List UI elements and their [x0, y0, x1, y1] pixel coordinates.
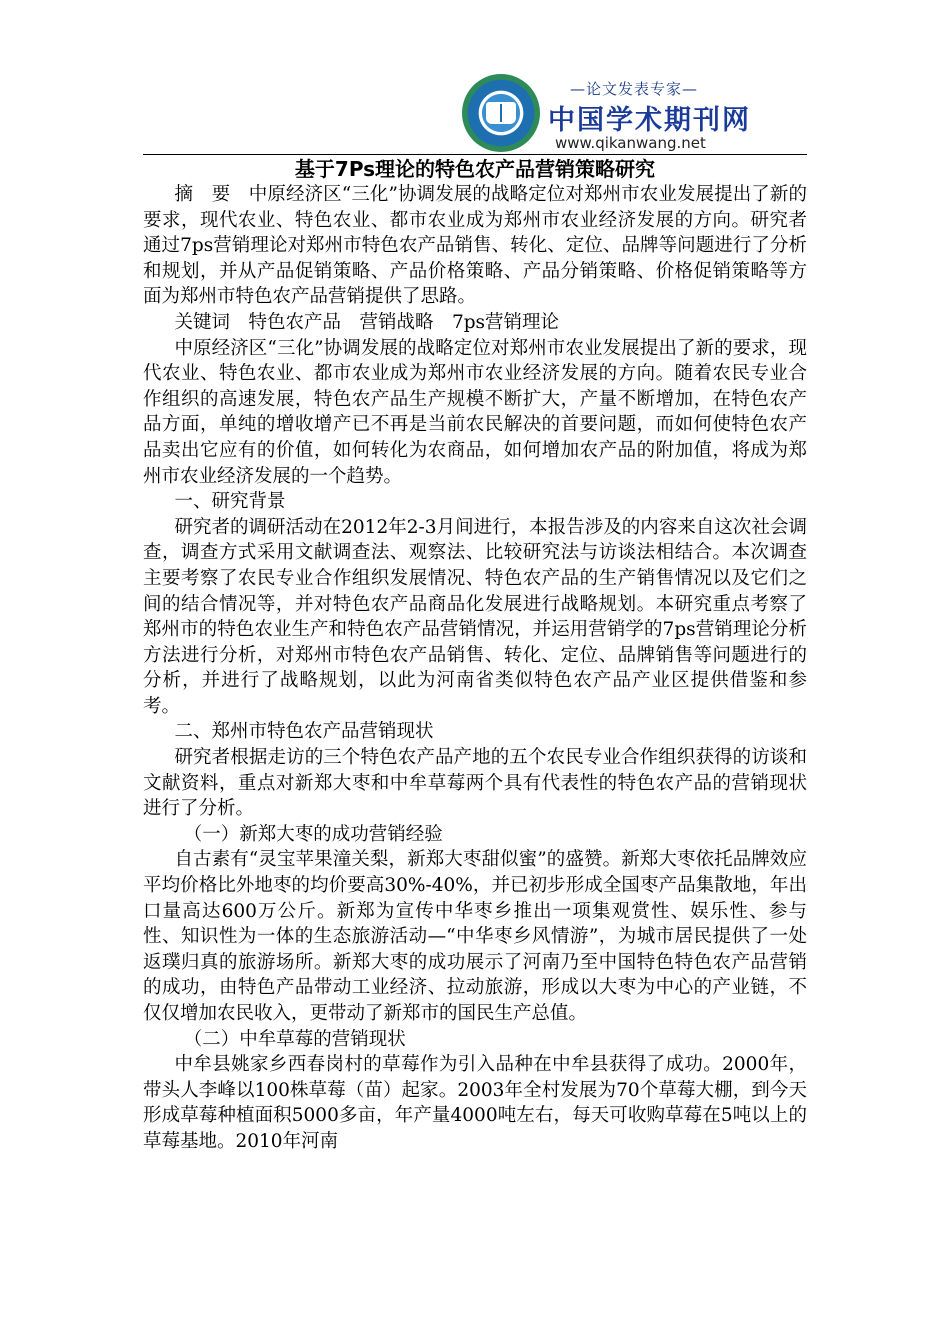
document-body	[143, 156, 807, 1155]
subsection-heading-zhongmou: （二）中牟草莓的营销现状	[183, 1028, 406, 1050]
site-header	[0, 68, 950, 156]
subsection-paragraph-zhongmou: 中牟县姚家乡西春岗村的草莓作为引入品种在中牟县获得了成功。2000年，带头人李峰以100株草莓（苗）起家。2003年全村发展为70个草莓大棚，到今天形成草莓种植面积5000多亩，年产量4000吨左右，每天可收购草莓在5吨以上的草莓基地。2010年河南	[143, 1054, 807, 1152]
site-slogan: —论文发表专家—	[570, 80, 699, 98]
site-url: www.qikanwang.net	[555, 134, 706, 152]
section-heading-background: 一、研究背景	[174, 491, 286, 513]
section-paragraph-background: 研究者的调研活动在2012年2-3月间进行，本报告涉及的内容来自这次社会调查，调查方式采用文献调查法、观察法、比较研究法与访谈法相结合。本次调查主要考察了农民专业合作组织发展情况、特色农产品的生产销售情况以及它们之间的结合情况等，并对特色农产品商品化发展进行战略规划。本研究重点考察了郑州市的特色农业生产和特色农产品营销情况，并运用营销学的7ps营销理论分析方法进行分析，对郑州市特色农产品销售、转化、定位、品牌销售等问题进行的分析，并进行了战略规划，以此为河南省类似特色农产品产业区提供借鉴和参考。	[143, 516, 807, 717]
header-divider	[143, 154, 807, 155]
section-paragraph-status: 研究者根据走访的三个特色农产品产地的五个农民专业合作组织获得的访谈和文献资料，重点对新郑大枣和中牟草莓两个具有代表性的特色农产品的营销现状进行了分析。	[143, 747, 807, 820]
intro-paragraph: 中原经济区“三化”协调发展的战略定位对郑州市农业发展提出了新的要求，现代农业、特色农业、都市农业成为郑州市农业经济发展的方向。随着农民专业合作组织的高速发展，特色农产品生产规模不断扩大，产量不断增加，在特色农产品方面，单纯的增收增产已不再是当前农民解决的首要问题，而如何使特色农产品卖出它应有的价值，如何转化为农商品，如何增加农产品的附加值，将成为郑州市农业经济发展的一个趋势。	[143, 337, 807, 487]
subsection-paragraph-xinzheng: 自古素有“灵宝苹果潼关梨，新郑大枣甜似蜜”的盛赞。新郑大枣依托品牌效应平均价格比外地枣的均价要高30%-40%，并已初步形成全国枣产品集散地，年出口量高达600万公斤。新郑为宣传中华枣乡推出一项集观赏性、娱乐性、参与性、知识性为一体的生态旅游活动—“中华枣乡风情游”，为城市居民提供了一处返璞归真的旅游场所。新郑大枣的成功展示了河南乃至中国特色特色农产品营销的成功，由特色产品带动工业经济、拉动旅游，形成以大枣为中心的产业链，不仅仅增加农民收入，更带动了新郑市的国民生产总值。	[143, 849, 807, 1024]
document-title: 基于7Ps理论的特色农产品营销策略研究	[294, 157, 656, 181]
subsection-heading-xinzheng: （一）新郑大枣的成功营销经验	[183, 823, 443, 845]
section-heading-status: 二、郑州市特色农产品营销现状	[174, 721, 434, 743]
site-name: 中国学术期刊网	[548, 105, 751, 136]
abstract-paragraph: 摘 要 中原经济区“三化”协调发展的战略定位对郑州市农业发展提出了新的要求，现代农业、特色农业、都市农业成为郑州市农业经济发展的方向。研究者通过7ps营销理论对郑州市特色农产品销售、转化、定位、品牌等问题进行了分析和规划，并从产品促销策略、产品价格策略、产品分销策略、价格促销策略等方面为郑州市特色农产品营销提供了思路。	[143, 184, 807, 308]
keywords-line: 关键词 特色农产品 营销战略 7ps营销理论	[174, 311, 560, 333]
book-icon	[486, 102, 516, 124]
